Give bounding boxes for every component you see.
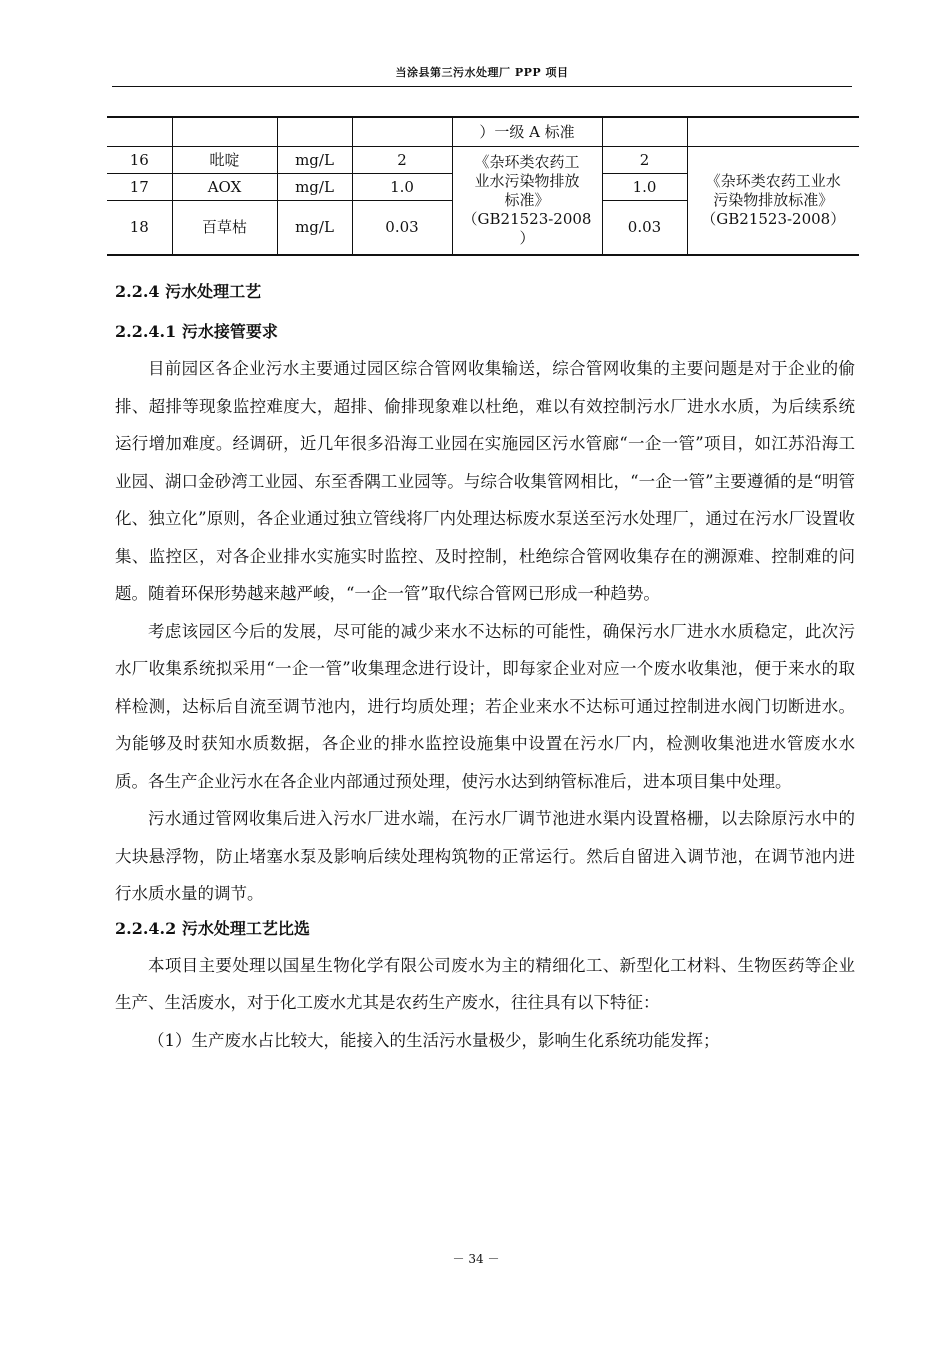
row-no: 17 xyxy=(107,174,172,201)
standard-left-line: （GB21523-2008 xyxy=(462,210,592,228)
standard-left-line: 业水污染物排放 xyxy=(474,172,580,190)
subsection-heading: 2.2.4.2 污水处理工艺比选 xyxy=(115,918,310,938)
standard-cell-right xyxy=(687,147,859,256)
section-heading: 2.2.4 污水处理工艺 xyxy=(115,282,262,301)
row-limit: 0.03 xyxy=(602,201,687,256)
row-unit: mg/L xyxy=(277,147,352,174)
row-no: 16 xyxy=(107,147,172,174)
row-name: 百草枯 xyxy=(172,201,277,256)
row-name: 吡啶 xyxy=(172,147,277,174)
paragraph: 目前园区各企业污水主要通过园区综合管网收集输送，综合管网收集的主要问题是对于企业的偷排、超排等现象监控难度大，超排、偷排现象难以杜绝，难以有效控制污水厂进水水质，为后续系统运行增加难度。经调研，近几年很多沿海工业园在实施园区污水管廊“一企一管”项目，如江苏沿海工业园、湖口金砂湾工业园、东至香隅工业园等。与综合收集管网相比，“一企一管”主要遵循的是“明管化、独立化”原则，各企业通过独立管线将厂内处理达标废水泵送至污水处理厂，通过在污水厂设置收集、监控区，对各企业排水实施实时监控、及时控制，杜绝综合管网收集存在的溯源难、控制难的问题。随着环保形势越来越严峻，“一企一管”取代综合管网已形成一种趋势。 xyxy=(115,359,855,603)
page-number: － 34 － xyxy=(452,1252,500,1266)
subsection-heading: 2.2.4.1 污水接管要求 xyxy=(115,322,278,341)
row-name: AOX xyxy=(172,174,277,201)
standard-left-line: 《杂环类农药工 xyxy=(474,153,580,171)
row-unit: mg/L xyxy=(277,201,352,256)
row-limit: 1.0 xyxy=(602,174,687,201)
table-row xyxy=(107,147,859,174)
table-row xyxy=(107,117,859,147)
standard-left-line: ） xyxy=(519,229,535,247)
row-no: 18 xyxy=(107,201,172,256)
row-value: 0.03 xyxy=(352,201,452,256)
row-value: 1.0 xyxy=(352,174,452,201)
standard-left-line: 标准》 xyxy=(504,191,550,209)
row-value: 2 xyxy=(352,147,452,174)
page-header: 当涂县第三污水处理厂 PPP 项目 xyxy=(395,66,569,79)
standards-table xyxy=(107,116,859,256)
row-unit: mg/L xyxy=(277,174,352,201)
paragraph: 本项目主要处理以国星生物化学有限公司废水为主的精细化工、新型化工材料、生物医药等企业生产、生活废水，对于化工废水尤其是农药生产废水，往往具有以下特征： xyxy=(115,955,855,1012)
standard-right-line: （GB21523-2008） xyxy=(701,210,846,228)
paragraph: （1）生产废水占比较大，能接入的生活污水量极少，影响生化系统功能发挥； xyxy=(148,1030,720,1050)
standard-right-line: 《杂环类农药工业水 xyxy=(705,172,841,190)
standard-cell-left xyxy=(452,147,602,256)
paragraph: 污水通过管网收集后进入污水厂进水端，在污水厂调节池进水渠内设置格栅，以去除原污水中的大块悬浮物，防止堵塞水泵及影响后续处理构筑物的正常运行。然后自留进入调节池，在调节池内进行水质水量的调节。 xyxy=(115,809,855,903)
paragraph: 考虑该园区今后的发展，尽可能的减少来水不达标的可能性，确保污水厂进水水质稳定，此次污水厂收集系统拟采用“一企一管”收集理念进行设计，即每家企业对应一个废水收集池，便于来水的取样检测，达标后自流至调节池内，进行均质处理；若企业来水不达标可通过控制进水阀门切断进水。为能够及时获知水质数据，各企业的排水监控设施集中设置在污水厂内，检测收集池进水管废水水质。各生产企业污水在各企业内部通过预处理，使污水达到纳管标准后，进本项目集中处理。 xyxy=(115,621,855,791)
row-limit: 2 xyxy=(602,147,687,174)
standard-right-line: 污染物排放标准》 xyxy=(713,191,834,209)
standard-cell-cont: ）一级 A 标准 xyxy=(452,117,602,147)
header-rule xyxy=(112,86,852,87)
body-content xyxy=(115,278,855,1059)
